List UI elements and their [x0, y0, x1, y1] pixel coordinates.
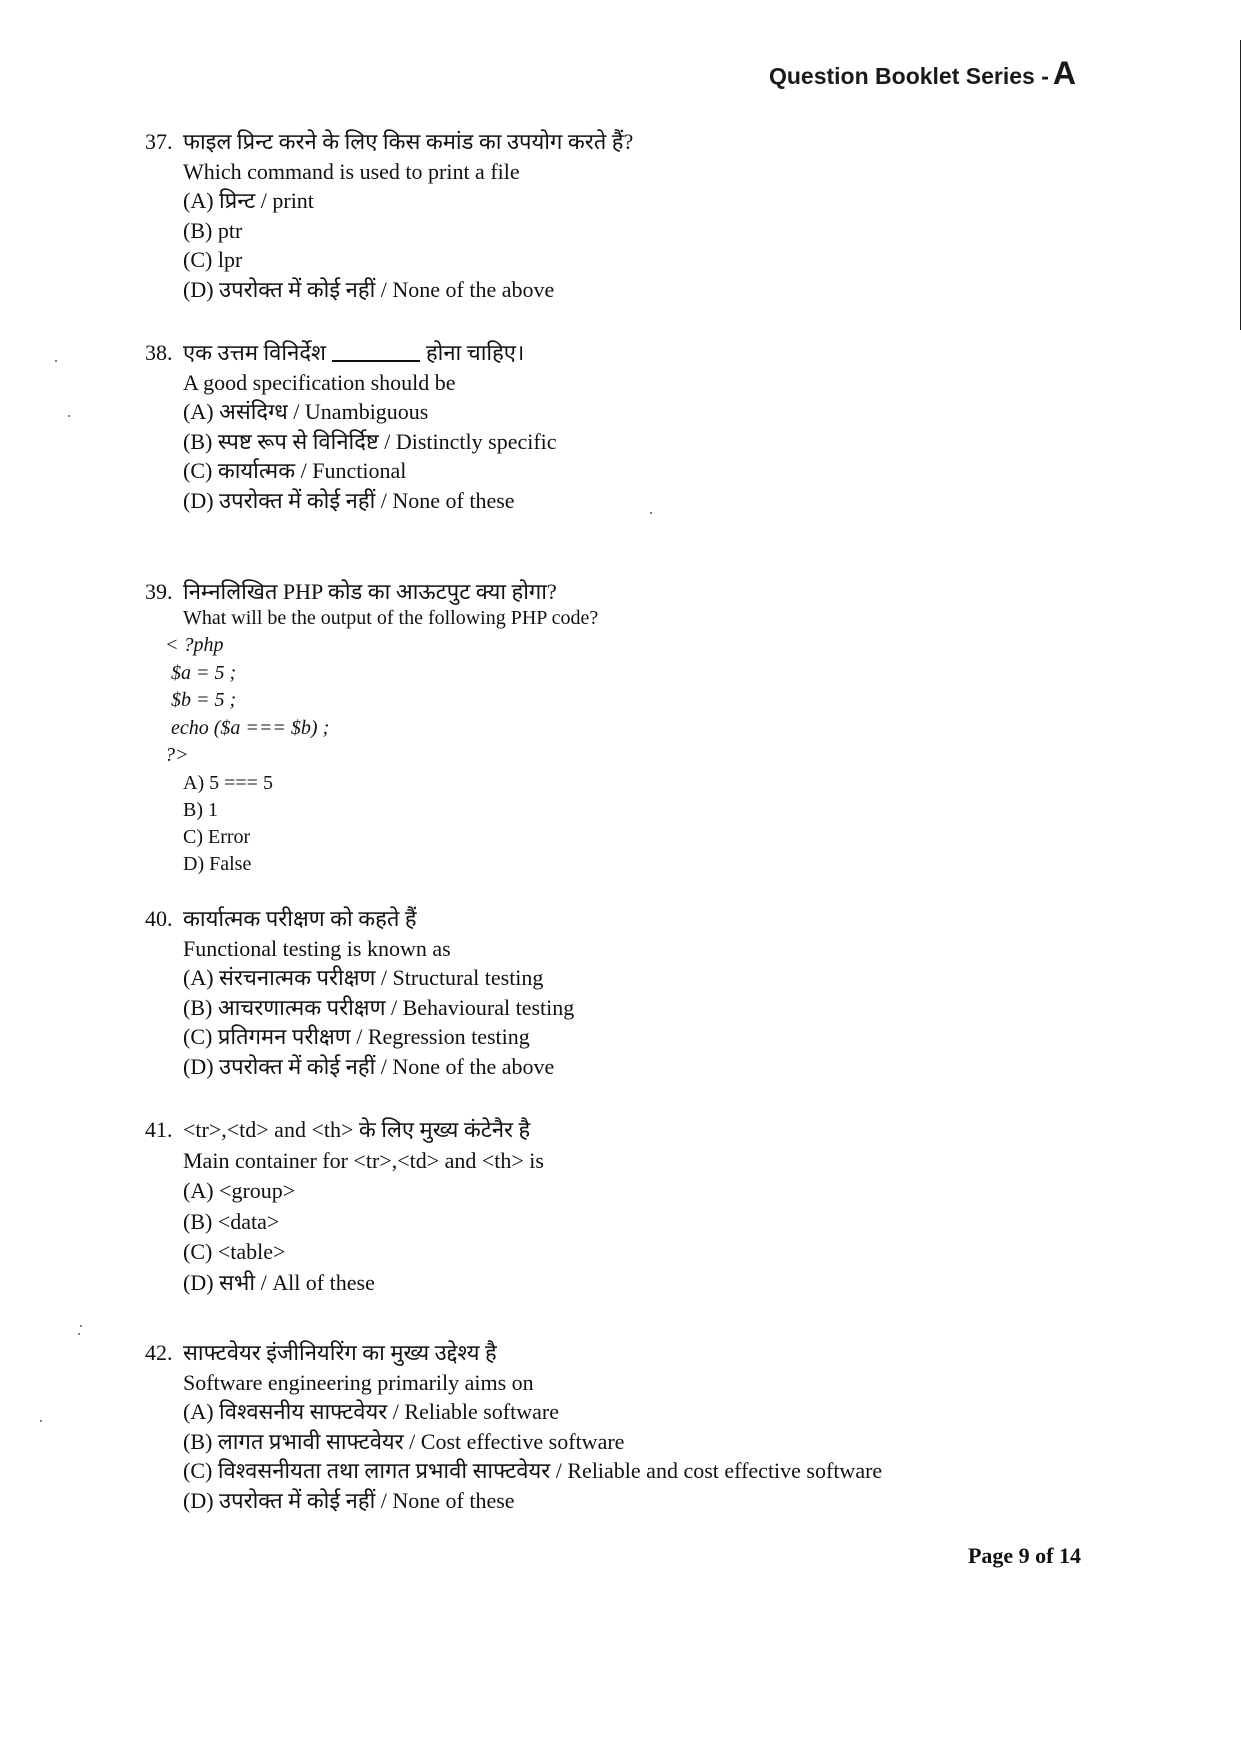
question-hindi-before: एक उत्तम विनिर्देश [183, 340, 326, 365]
option-b: (B) आचरणात्मक परीक्षण / Behavioural testing [183, 994, 575, 1020]
question-hindi: कार्यात्मक परीक्षण को कहते हैं [183, 906, 417, 931]
question-number: 42. [145, 1340, 173, 1365]
question-hindi-after: होना चाहिए। [425, 340, 525, 365]
question-hindi: निम्नलिखित PHP कोड का आऊटपुट क्या होगा? [183, 579, 557, 604]
series-letter: A [1052, 55, 1076, 91]
option-a: (A) विश्वसनीय साफ्टवेयर / Reliable software [183, 1399, 559, 1424]
code-line: ?> [165, 744, 189, 766]
question-number: 40. [145, 906, 173, 931]
option-d: (D) उपरोक्त में कोई नहीं / None of these [183, 487, 515, 513]
scan-speck [40, 1420, 42, 1422]
option-d: (D) उपरोक्त में कोई नहीं / None of the above [183, 276, 555, 302]
question-hindi: फाइल प्रिन्ट करने के लिए किस कमांड का उपयोग करते हैं? [183, 129, 634, 154]
question-english: Main container for <tr>,<td> and <th> is [183, 1147, 544, 1173]
question-hindi: साफ्टवेयर इंजीनियरिंग का मुख्य उद्देश्य है [183, 1340, 497, 1365]
question-english: Which command is used to print a file [183, 158, 520, 184]
code-line: $b = 5 ; [171, 689, 237, 711]
option-b: (B) स्पष्ट रूप से विनिर्दिष्ट / Distinctly specific [183, 428, 557, 454]
question-42 [145, 1338, 882, 1515]
option-a: (A) प्रिन्ट / print [183, 188, 314, 213]
option-a: A) 5 === 5 [183, 771, 273, 794]
option-a: (A) असंदिग्ध / Unambiguous [183, 399, 429, 424]
scan-speck [55, 360, 57, 362]
option-c: (C) lpr [183, 247, 243, 272]
question-number: 39. [145, 579, 173, 604]
scan-speck [80, 1325, 82, 1327]
question-hindi: <tr>,<td> and <th> के लिए मुख्य कंटेनैर है [183, 1117, 531, 1142]
question-english: Functional testing is known as [183, 935, 451, 961]
option-c: (C) प्रतिगमन परीक्षण / Regression testing [183, 1024, 530, 1049]
option-a: (A) संरचनात्मक परीक्षण / Structural testing [183, 965, 544, 990]
option-b: (B) <data> [183, 1208, 280, 1234]
question-38 [145, 338, 557, 515]
code-line: echo ($a === $b) ; [171, 716, 330, 739]
page-number: Page 9 of 14 [967, 1543, 1081, 1568]
code-line: < ?php [165, 634, 224, 656]
option-a: (A) <group> [183, 1178, 296, 1203]
option-d: (D) उपरोक्त में कोई नहीं / None of the above [183, 1053, 555, 1079]
option-c: (C) कार्यात्मक / Functional [183, 458, 407, 483]
question-english: A good specification should be [183, 369, 456, 395]
scan-speck [68, 415, 70, 417]
scan-speck [78, 1333, 80, 1335]
question-39 [145, 578, 598, 878]
option-d: D) False [183, 852, 252, 875]
option-c: C) Error [183, 825, 251, 848]
fill-in-blank [332, 332, 420, 362]
php-code-block [165, 632, 598, 770]
code-line: $a = 5 ; [171, 661, 237, 684]
option-b: (B) ptr [183, 217, 243, 243]
header-label: Question Booklet Series - [768, 63, 1049, 89]
question-40 [145, 904, 574, 1081]
question-number: 41. [145, 1117, 173, 1142]
option-c: (C) विश्वसनीयता तथा लागत प्रभावी साफ्टवेयर / Reliable and cost effective software [183, 1458, 883, 1483]
question-41 [145, 1115, 544, 1298]
option-d: (D) सभी / All of these [183, 1269, 375, 1295]
question-number: 37. [145, 129, 173, 154]
question-37 [145, 127, 633, 304]
question-number: 38. [145, 340, 173, 365]
option-b: B) 1 [183, 798, 218, 821]
scan-speck [650, 512, 652, 514]
booklet-series-header [769, 55, 1076, 92]
question-english: What will be the output of the following PHP code? [183, 607, 599, 629]
option-b: (B) लागत प्रभावी साफ्टवेयर / Cost effective software [183, 1428, 625, 1454]
option-c: (C) <table> [183, 1239, 286, 1264]
question-english: Software engineering primarily aims on [183, 1369, 534, 1395]
option-d: (D) उपरोक्त में कोई नहीं / None of these [183, 1487, 515, 1513]
